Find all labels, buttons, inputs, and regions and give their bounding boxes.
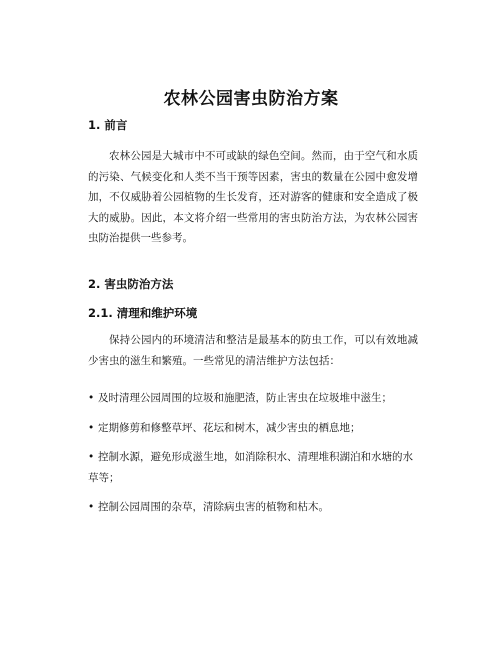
- environment-paragraph: 保持公园内的环境清洁和整洁是最基本的防虫工作，可以有效地减少害虫的滋生和繁殖。一些常见的清洁维护方法包括：: [88, 334, 418, 367]
- list-item-text: 控制公园周围的杂草，清除病虫害的植物和枯木。: [98, 501, 329, 513]
- section-heading-preface: 1. 前言: [88, 118, 128, 132]
- subsection-heading-environment: 2.1. 清理和维护环境: [88, 306, 198, 320]
- section-heading-methods: 2. 害虫防治方法: [88, 277, 174, 291]
- list-item-text: 及时清理公园周围的垃圾和施肥渣，防止害虫在垃圾堆中滋生；: [98, 392, 392, 404]
- bullet-icon: •: [88, 421, 95, 434]
- bullet-icon: •: [88, 451, 95, 463]
- document-title: 农林公园害虫防治方案: [163, 89, 339, 109]
- list-item: [88, 497, 418, 518]
- list-item: [88, 447, 418, 488]
- list-item-text: 定期修剪和修整草坪、花坛和树木，减少害虫的栖息地；: [98, 421, 361, 434]
- list-item: [88, 418, 418, 439]
- bullet-icon: •: [88, 501, 95, 513]
- list-item: [88, 388, 418, 409]
- list-item-text: 控制水源，避免形成滋生地，如消除积水、清理堆积湖泊和水塘的水草等；: [88, 451, 413, 484]
- environment-bullet-list: [88, 388, 418, 527]
- preface-paragraph: 农林公园是大城市中不可或缺的绿色空间。然而，由于空气和水质的污染、气候变化和人类不当干预等因素，害虫的数量在公园中愈发增加，不仅威胁着公园植物的生长发育，还对游客的健康和安全造成了极大的威胁。因此，本文将介绍一些常用的害虫防治方法，为农林公园害虫防治提供一些参考。: [88, 150, 418, 244]
- bullet-icon: •: [88, 392, 95, 404]
